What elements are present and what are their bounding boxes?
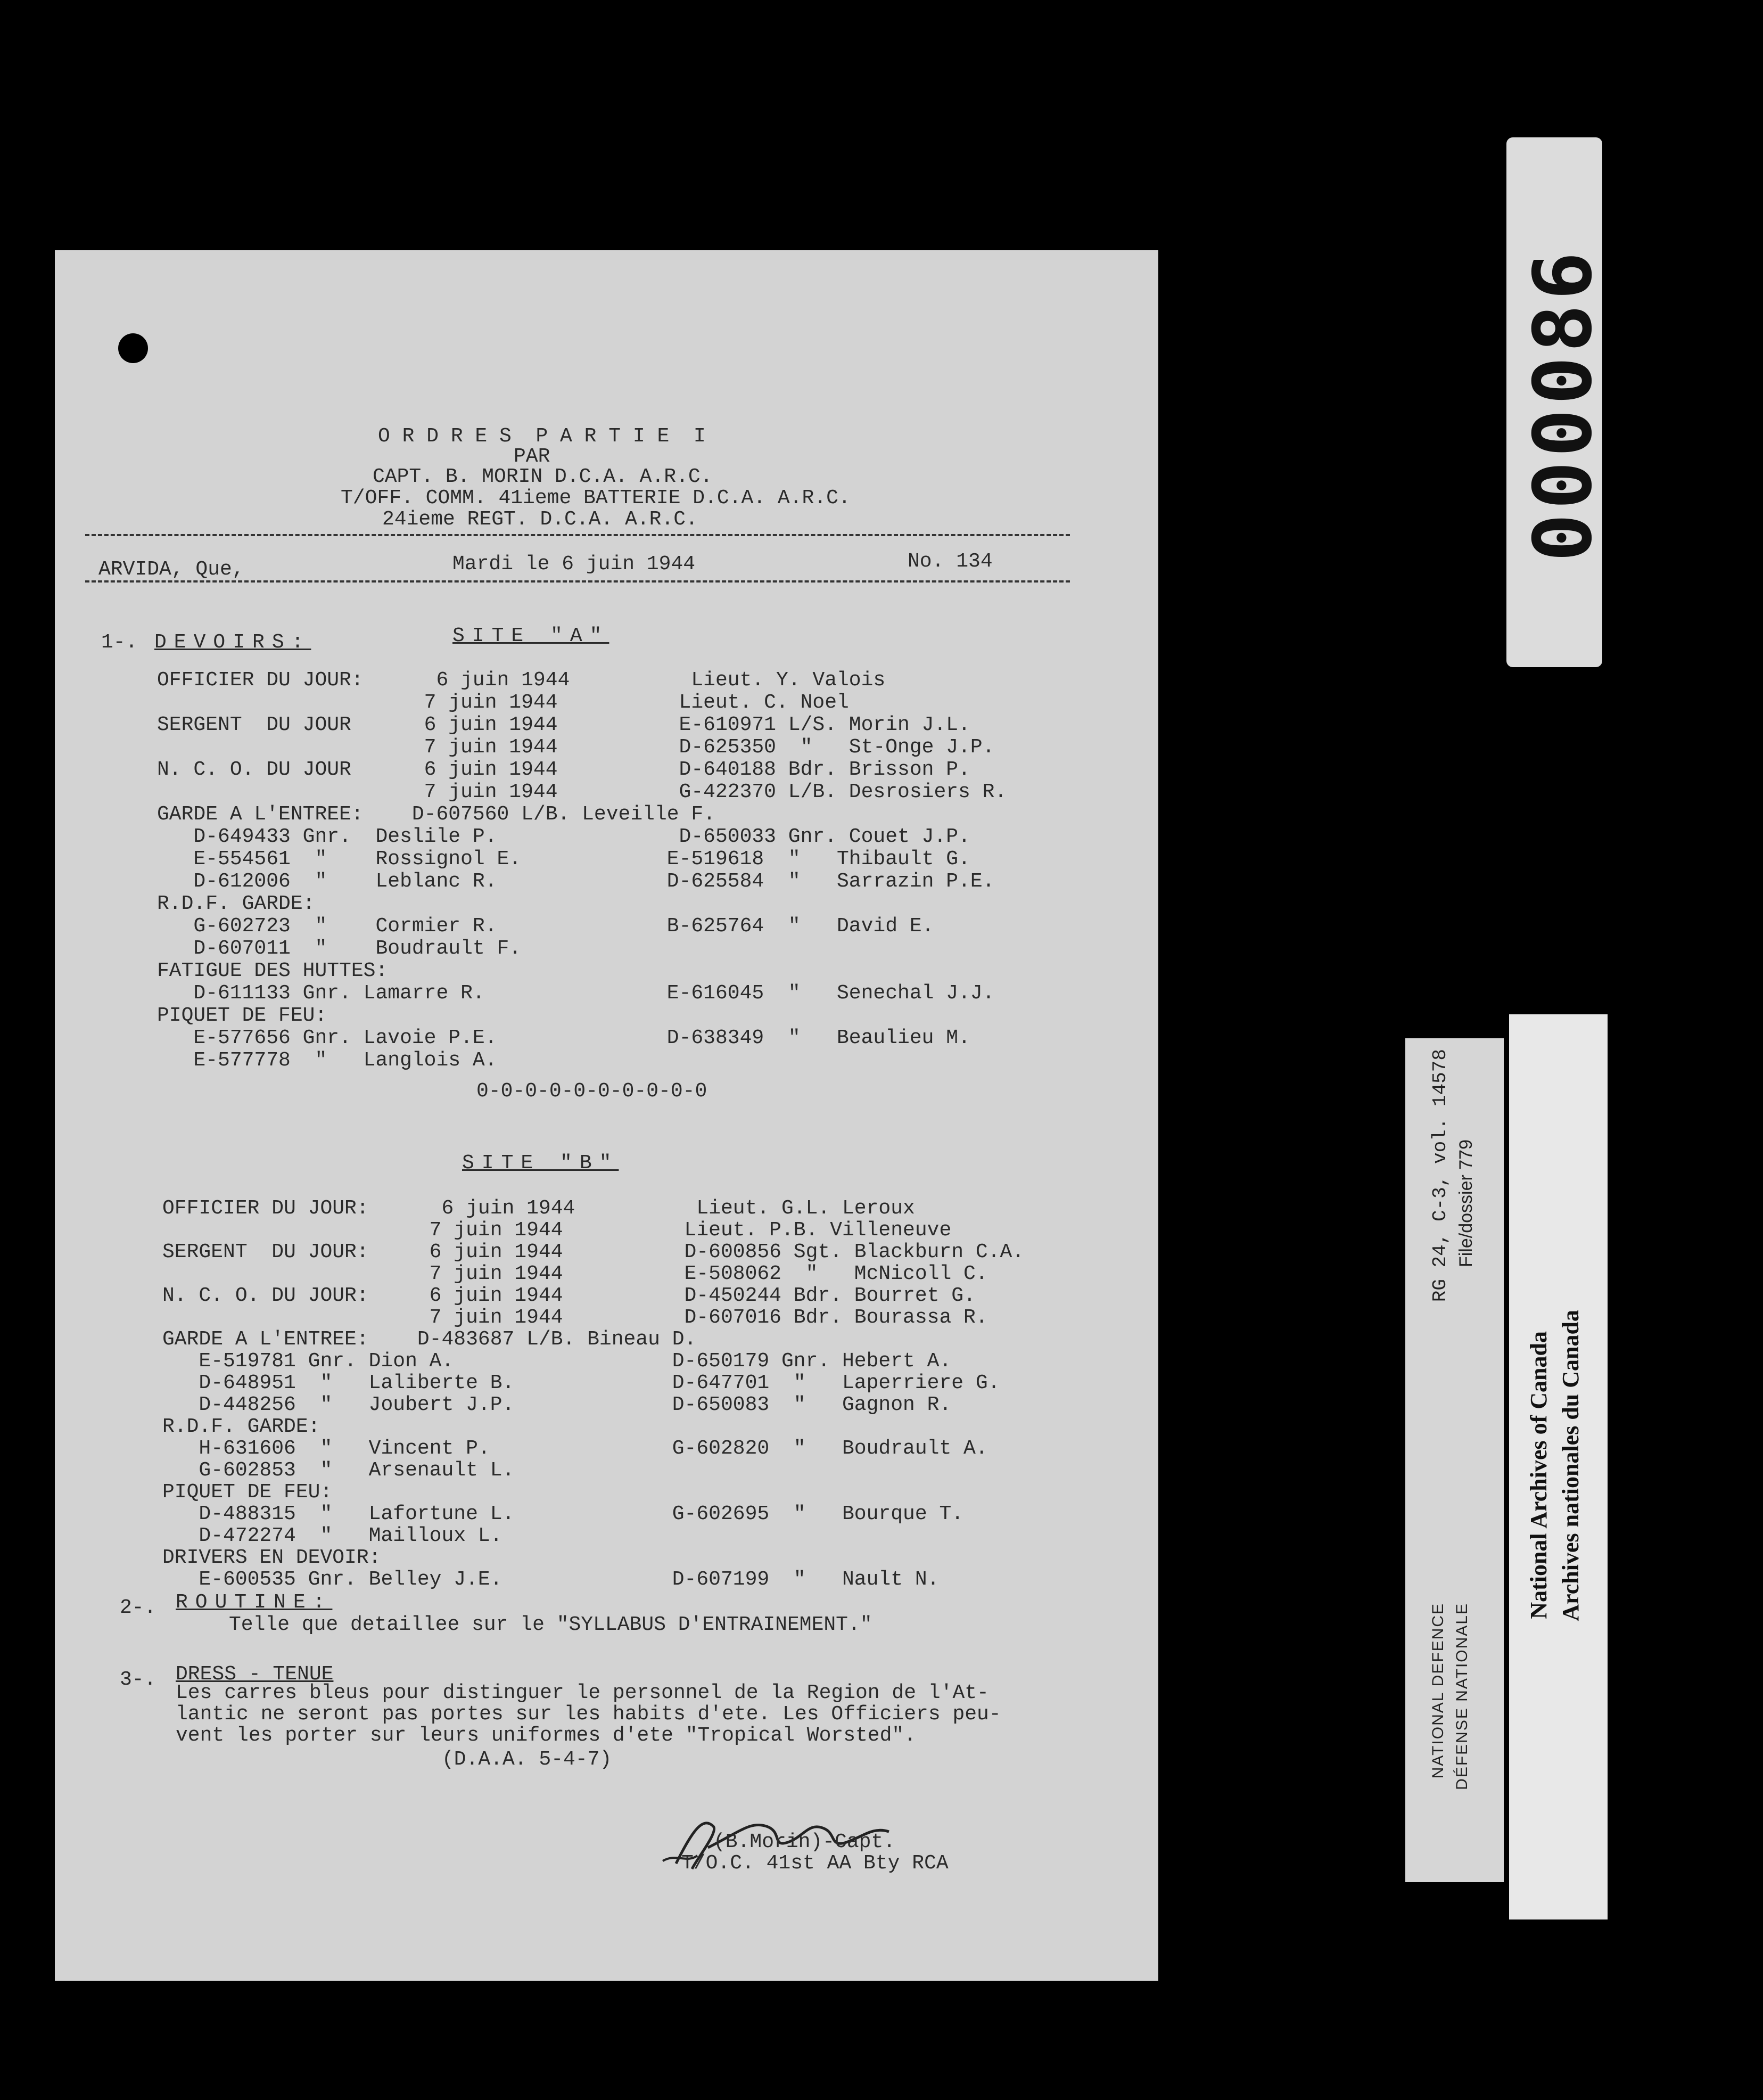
- section-1-num: 1-.: [101, 631, 138, 654]
- duty-line: D-607011 " Boudrault F.: [157, 937, 522, 960]
- duty-line: E-577778 " Langlois A.: [157, 1049, 497, 1072]
- header-line-2: T/OFF. COMM. 41ieme BATTERIE D.C.A. A.R.C.: [341, 487, 851, 510]
- header-line-3: 24ieme REGT. D.C.A. A.R.C.: [382, 508, 698, 531]
- archive-ref: RG 24, C-3, vol. 14578: [1429, 1049, 1451, 1302]
- duty-line: D-612006 " Leblanc R. D-625584 " Sarrazin P.E.: [157, 870, 995, 893]
- signature-name: (B.Morin)-Capt.: [713, 1831, 896, 1853]
- duty-line: G-602853 " Arsenault L.: [162, 1459, 515, 1482]
- duty-line: 7 juin 1944 D-625350 " St-Onge J.P.: [157, 736, 995, 759]
- duty-line: E-600535 Gnr. Belley J.E. D-607199 " Nault N.: [162, 1568, 940, 1591]
- nd-label-fr: DÉFENSE NATIONALE: [1453, 1603, 1471, 1790]
- section-3-text-3: vent les porter sur leurs uniformes d'ete "Tropical Worsted".: [176, 1724, 917, 1747]
- duty-line: 7 juin 1944 E-508062 " McNicoll C.: [162, 1262, 988, 1285]
- duty-line: D-649433 Gnr. Deslile P. D-650033 Gnr. Couet J.P.: [157, 825, 970, 848]
- doc-place: ARVIDA, Que,: [98, 558, 244, 581]
- duty-line: 7 juin 1944 D-607016 Bdr. Bourassa R.: [162, 1306, 988, 1329]
- duty-line: SERGENT DU JOUR 6 juin 1944 E-610971 L/S. Morin J.L.: [157, 713, 970, 736]
- doc-number: No. 134: [908, 550, 993, 573]
- section-3-text-2: lantic ne seront pas portes sur les habits d'ete. Les Officiers peu-: [176, 1703, 1001, 1726]
- duty-line: GARDE A L'ENTREE: D-607560 L/B. Leveille F.: [157, 803, 715, 826]
- duty-line: H-631606 " Vincent P. G-602820 " Boudrault A.: [162, 1437, 988, 1460]
- duty-line: D-488315 " Lafortune L. G-602695 " Bourque T.: [162, 1503, 964, 1525]
- section-2-text: Telle que detaillee sur le "SYLLABUS D'ENTRAINEMENT.": [229, 1613, 872, 1636]
- duty-line: DRIVERS EN DEVOIR:: [162, 1546, 381, 1569]
- rule-bottom: [85, 580, 1070, 583]
- duty-line: 7 juin 1944 Lieut. P.B. Villeneuve: [162, 1219, 952, 1242]
- duty-line: FATIGUE DES HUTTES:: [157, 959, 388, 982]
- section-3-text-1: Les carres bleus pour distinguer le personnel de la Region de l'At-: [176, 1681, 989, 1704]
- duty-line: N. C. O. DU JOUR 6 juin 1944 D-640188 Bdr. Brisson P.: [157, 758, 970, 781]
- duty-line: E-554561 " Rossignol E. E-519618 " Thibault G.: [157, 848, 970, 871]
- section-2-title: ROUTINE:: [176, 1591, 333, 1614]
- duty-line: GARDE A L'ENTREE: D-483687 L/B. Bineau D.: [162, 1328, 697, 1351]
- duty-line: PIQUET DE FEU:: [157, 1004, 327, 1027]
- duty-line: D-448256 " Joubert J.P. D-650083 " Gagnon R.: [162, 1393, 952, 1416]
- doc-date: Mardi le 6 juin 1944: [452, 553, 696, 576]
- duty-line: PIQUET DE FEU:: [162, 1481, 333, 1504]
- archive-file: File/dossier 779: [1456, 1139, 1476, 1268]
- duty-line: N. C. O. DU JOUR: 6 juin 1944 D-450244 Bdr. Bourret G.: [162, 1284, 976, 1307]
- section-3-num: 3-.: [120, 1668, 156, 1691]
- duty-line: D-611133 Gnr. Lamarre R. E-616045 " Senechal J.J.: [157, 982, 995, 1005]
- section-2-num: 2-.: [120, 1596, 156, 1619]
- na-label-en: National Archives of Canada: [1526, 1331, 1552, 1619]
- duty-line: SERGENT DU JOUR: 6 juin 1944 D-600856 Sgt. Blackburn C.A.: [162, 1241, 1025, 1264]
- section-1-title: DEVOIRS:: [154, 631, 311, 654]
- duty-line: E-577656 Gnr. Lavoie P.E. D-638349 " Beaulieu M.: [157, 1027, 970, 1049]
- signature-title: T/O.C. 41st AA Bty RCA: [681, 1852, 949, 1875]
- duty-line: R.D.F. GARDE:: [162, 1415, 320, 1438]
- punch-hole: [118, 333, 148, 363]
- section-3-ref: (D.A.A. 5-4-7): [442, 1748, 612, 1771]
- duty-line: G-602723 " Cormier R. B-625764 " David E.: [157, 915, 934, 938]
- duty-line: OFFICIER DU JOUR: 6 juin 1944 Lieut. G.L. Leroux: [162, 1197, 915, 1220]
- duty-line: D-472274 " Mailloux L.: [162, 1524, 502, 1547]
- duty-line: E-519781 Gnr. Dion A. D-650179 Gnr. Hebert A.: [162, 1350, 952, 1373]
- na-label-fr: Archives nationales du Canada: [1558, 1310, 1584, 1621]
- duty-line: R.D.F. GARDE:: [157, 892, 315, 915]
- duty-line: OFFICIER DU JOUR: 6 juin 1944 Lieut. Y. Valois: [157, 669, 886, 692]
- separator: 0-0-0-0-0-0-0-0-0-0: [476, 1080, 707, 1103]
- rule-top: [85, 534, 1070, 536]
- doc-title: O R D R E S P A R T I E I: [378, 425, 706, 448]
- site-b-heading: SITE "B": [462, 1152, 619, 1175]
- duty-line: 7 juin 1944 Lieut. C. Noel: [157, 691, 849, 714]
- frame-number: 000086: [1517, 248, 1610, 562]
- doc-par: PAR: [514, 445, 550, 468]
- header-line-1: CAPT. B. MORIN D.C.A. A.R.C.: [373, 465, 713, 488]
- duty-line: 7 juin 1944 G-422370 L/B. Desrosiers R.: [157, 781, 1007, 803]
- duty-line: D-648951 " Laliberte B. D-647701 " Laperriere G.: [162, 1372, 1000, 1394]
- nd-label-en: NATIONAL DEFENCE: [1429, 1603, 1447, 1779]
- section-3-title: DRESS - TENUE: [176, 1663, 334, 1686]
- site-a-heading: SITE "A": [452, 625, 609, 647]
